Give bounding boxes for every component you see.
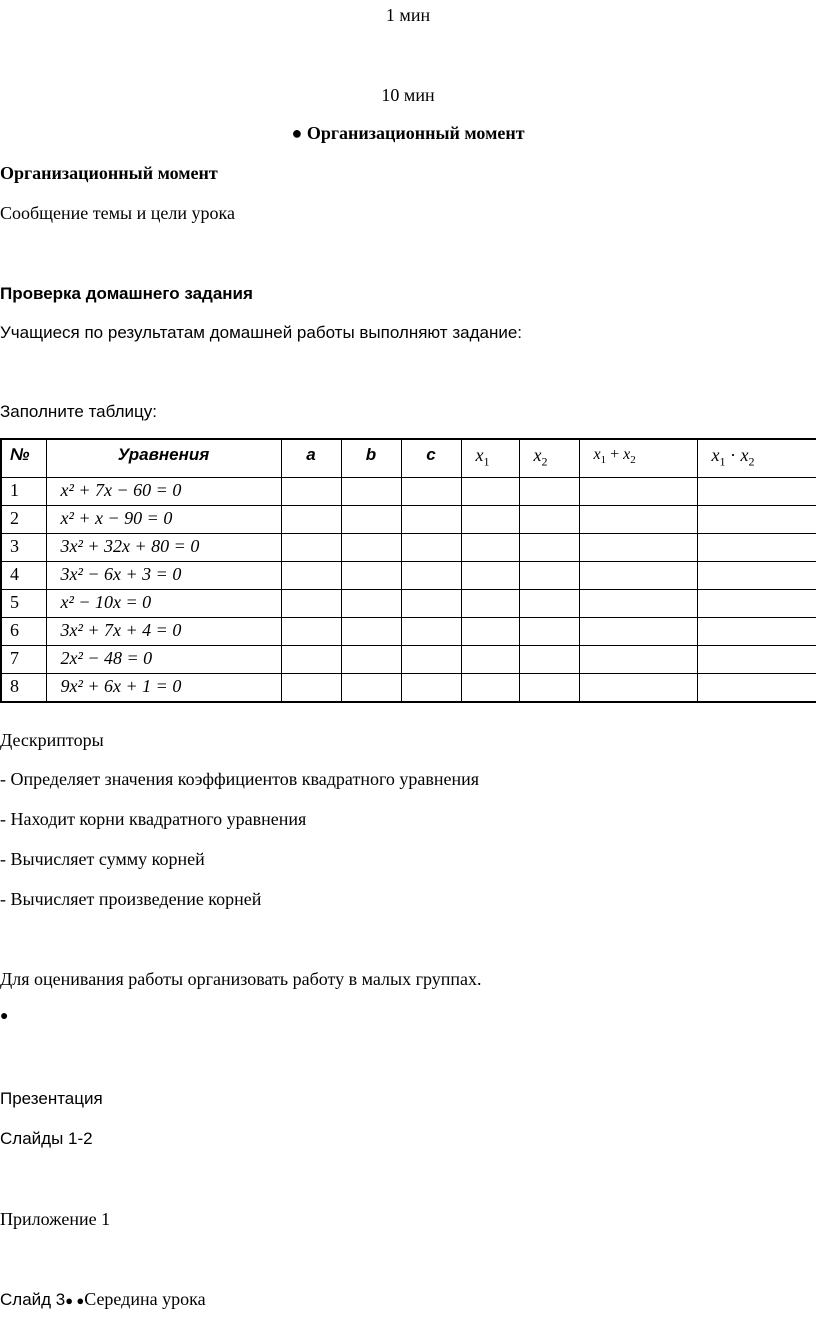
bullet-heading	[0, 122, 816, 144]
descriptor-item: - Определяет значения коэффициентов квадратного уравнения	[0, 769, 480, 789]
cell-x2[interactable]	[519, 533, 579, 561]
header-sum-op: +	[606, 446, 624, 463]
cell-c[interactable]	[401, 477, 461, 505]
header-x1-var: x	[475, 445, 484, 465]
slides-label: Слайды 1-2	[0, 1129, 93, 1148]
cell-sum[interactable]	[579, 533, 697, 561]
header-sum-left: x	[593, 446, 601, 463]
cell-product[interactable]	[697, 617, 816, 645]
appendix-label: Приложение 1	[0, 1209, 111, 1229]
header-prod-right: x	[740, 445, 749, 465]
bullet-heading-text: Организационный момент	[306, 123, 525, 143]
time-1-min: 1 мин	[385, 5, 431, 25]
cell-product[interactable]	[697, 533, 816, 561]
cell-x1[interactable]	[461, 589, 519, 617]
row-equation: x² + x − 90 = 0	[46, 505, 281, 533]
header-x1	[461, 439, 519, 477]
cell-product[interactable]	[697, 589, 816, 617]
cell-a[interactable]	[281, 477, 341, 505]
cell-c[interactable]	[401, 645, 461, 673]
cell-c[interactable]	[401, 589, 461, 617]
cell-x1[interactable]	[461, 617, 519, 645]
org-text: Сообщение темы и цели урока	[0, 203, 235, 223]
header-equations: Уравнения	[46, 439, 281, 477]
descriptor-item: - Вычисляет сумму корней	[0, 849, 205, 869]
table-row	[1, 505, 816, 533]
cell-c[interactable]	[401, 561, 461, 589]
slide-3-label: Слайд 3	[0, 1290, 66, 1309]
cell-c[interactable]	[401, 533, 461, 561]
cell-x2[interactable]	[519, 617, 579, 645]
cell-a[interactable]	[281, 589, 341, 617]
grouping-text: Для оценивания работы организовать работу в малых группах.	[0, 969, 482, 989]
cell-x2[interactable]	[519, 673, 579, 702]
cell-x2[interactable]	[519, 645, 579, 673]
row-number: 6	[1, 617, 46, 645]
header-sum-left-sub: 1	[600, 454, 607, 467]
table-row	[1, 477, 816, 505]
cell-b[interactable]	[341, 673, 401, 702]
cell-x2[interactable]	[519, 589, 579, 617]
cell-x1[interactable]	[461, 645, 519, 673]
descriptors-title: Дескрипторы	[0, 730, 104, 750]
header-b: b	[341, 439, 401, 477]
cell-x1[interactable]	[461, 561, 519, 589]
cell-a[interactable]	[281, 533, 341, 561]
row-equation: 3x² − 6x + 3 = 0	[46, 561, 281, 589]
bullet-icon: ●	[0, 1009, 9, 1024]
cell-sum[interactable]	[579, 477, 697, 505]
slide-3-line	[0, 1288, 206, 1312]
row-number: 8	[1, 673, 46, 702]
cell-sum[interactable]	[579, 617, 697, 645]
cell-b[interactable]	[341, 533, 401, 561]
cell-product[interactable]	[697, 505, 816, 533]
org-title: Организационный момент	[0, 163, 218, 183]
header-prod-left-sub: 1	[719, 454, 726, 469]
cell-x1[interactable]	[461, 505, 519, 533]
row-number: 1	[1, 477, 46, 505]
header-prod-op: ·	[725, 445, 741, 465]
descriptor-item: - Вычисляет произведение корней	[0, 889, 262, 909]
header-x2-sub: 2	[541, 454, 548, 469]
cell-a[interactable]	[281, 561, 341, 589]
row-number: 2	[1, 505, 46, 533]
row-equation: 2x² − 48 = 0	[46, 645, 281, 673]
presentation-label: Презентация	[0, 1089, 103, 1108]
cell-x2[interactable]	[519, 505, 579, 533]
row-equation: 3x² + 7x + 4 = 0	[46, 617, 281, 645]
cell-a[interactable]	[281, 645, 341, 673]
table-row	[1, 589, 816, 617]
row-equation: 3x² + 32x + 80 = 0	[46, 533, 281, 561]
bullet-icon: ●	[291, 123, 307, 143]
header-sum-right: x	[623, 446, 631, 463]
cell-b[interactable]	[341, 477, 401, 505]
cell-b[interactable]	[341, 617, 401, 645]
table-row	[1, 533, 816, 561]
fill-table-label: Заполните таблицу:	[0, 402, 157, 421]
table-header-row	[1, 439, 816, 477]
cell-product[interactable]	[697, 561, 816, 589]
cell-sum[interactable]	[579, 645, 697, 673]
cell-x1[interactable]	[461, 477, 519, 505]
bullet-icons: ● ●	[65, 1293, 85, 1308]
header-x1-sub: 1	[483, 454, 490, 469]
table-body	[1, 477, 816, 702]
header-a: a	[281, 439, 341, 477]
header-c: c	[401, 439, 461, 477]
cell-x2[interactable]	[519, 477, 579, 505]
hw-title: Проверка домашнего задания	[0, 284, 253, 303]
header-product	[697, 439, 816, 477]
header-num: №	[1, 439, 46, 477]
cell-product[interactable]	[697, 645, 816, 673]
cell-product[interactable]	[697, 673, 816, 702]
cell-x1[interactable]	[461, 533, 519, 561]
cell-sum[interactable]	[579, 673, 697, 702]
cell-c[interactable]	[401, 505, 461, 533]
cell-b[interactable]	[341, 561, 401, 589]
cell-c[interactable]	[401, 617, 461, 645]
hw-text: Учащиеся по результатам домашней работы выполняют задание:	[0, 323, 523, 342]
row-number: 4	[1, 561, 46, 589]
row-equation: 9x² + 6x + 1 = 0	[46, 673, 281, 702]
cell-sum[interactable]	[579, 589, 697, 617]
header-prod-right-sub: 2	[748, 454, 755, 469]
cell-b[interactable]	[341, 505, 401, 533]
coefficients-table	[0, 438, 816, 703]
header-x2	[519, 439, 579, 477]
cell-product[interactable]	[697, 477, 816, 505]
table-row	[1, 673, 816, 702]
middle-of-lesson: Середина урока	[84, 1289, 206, 1309]
header-x2-var: x	[533, 445, 542, 465]
table-row	[1, 617, 816, 645]
row-number: 3	[1, 533, 46, 561]
row-equation: x² − 10x = 0	[46, 589, 281, 617]
row-number: 5	[1, 589, 46, 617]
cell-sum[interactable]	[579, 505, 697, 533]
header-prod-left: x	[711, 445, 720, 465]
cell-x2[interactable]	[519, 561, 579, 589]
cell-c[interactable]	[401, 673, 461, 702]
descriptor-item: - Находит корни квадратного уравнения	[0, 809, 307, 829]
cell-b[interactable]	[341, 589, 401, 617]
cell-a[interactable]	[281, 505, 341, 533]
cell-sum[interactable]	[579, 561, 697, 589]
header-sum-right-sub: 2	[630, 454, 636, 467]
cell-b[interactable]	[341, 645, 401, 673]
cell-a[interactable]	[281, 673, 341, 702]
cell-x1[interactable]	[461, 673, 519, 702]
cell-a[interactable]	[281, 617, 341, 645]
table-row	[1, 645, 816, 673]
table-row	[1, 561, 816, 589]
row-equation: x² + 7x − 60 = 0	[46, 477, 281, 505]
time-10-min: 10 мин	[381, 85, 435, 105]
row-number: 7	[1, 645, 46, 673]
header-sum	[579, 439, 697, 477]
